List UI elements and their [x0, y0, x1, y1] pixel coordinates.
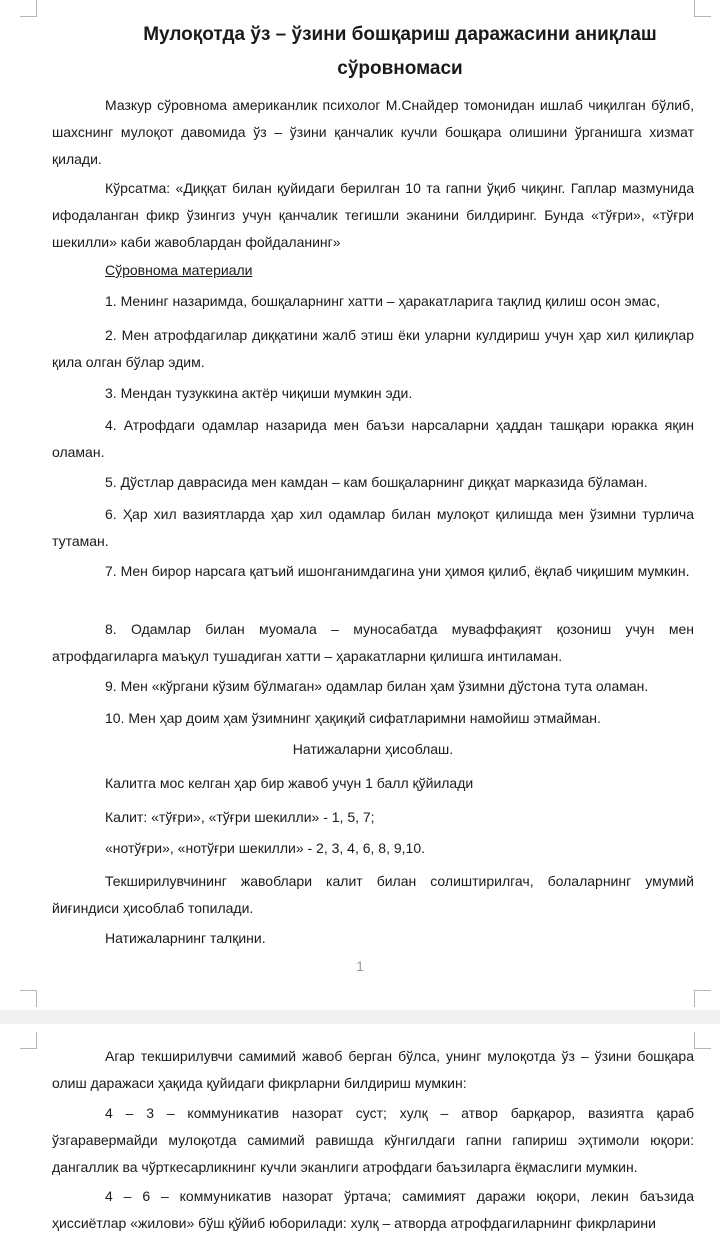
page-corner-mark [20, 0, 37, 17]
answer-key-false: «нотўғри», «нотўғри шекилли» - 2, 3, 4, 6, 8, 9,10. [105, 840, 426, 856]
questionnaire-item: 9. Мен «кўргани кўзим бўлмаган» одамлар билан ҳам ўзимни дўстона тута оламан. [105, 678, 649, 694]
page-separator [0, 1010, 720, 1024]
scoring-rule: Калитга мос келган ҳар бир жавоб учун 1 балл қўйилади [105, 775, 474, 791]
questionnaire-item: 3. Мендан тузуккина актёр чиқиши мумкин эди. [105, 385, 413, 401]
answer-key-true: Калит: «тўғри», «тўғри шекилли» - 1, 5, 7; [105, 809, 375, 825]
questionnaire-item: 8. Одамлар билан муомала – муносабатда муваффақият қозониш учун мен атрофдагиларга маъқул тушадиган хатти – ҳаракатларни қилишга интиламан. [52, 621, 694, 664]
page-title-line-1: Мулоқотда ўз – ўзини бошқариш даражасини аниқлаш [143, 24, 657, 45]
instruction-paragraph: Кўрсатма: «Диққат билан қуйидаги берилган 10 та гапни ўқиб чиқинг. Гаплар мазмунида ифодаланган фикр ўзингиз учун қанчалик тегишли эканини билдиринг. Бунда «тўғри», «тўғри шекилли» каби жавоблардан фойдаланинг» [52, 180, 694, 250]
questionnaire-item: 5. Дўстлар даврасида мен камдан – кам бошқаларнинг диққат марказида бўламан. [105, 474, 648, 490]
interpretation-paragraph: Агар текширилувчи самимий жавоб берган бўлса, унинг мулоқотда ўз – ўзини бошқара олиш даражаси ҳақида қуйидаги фикрларни билдириш мумкин: [52, 1048, 694, 1091]
comparison-paragraph: Текширилувчининг жавоблари калит билан солиштирилгач, болаларнинг умумий йиғиндиси ҳисоблаб топилади. [52, 873, 694, 916]
page-corner-mark [694, 990, 711, 1007]
page-corner-mark [20, 1032, 37, 1049]
interpretation-paragraph: 4 – 6 – коммуникатив назорат ўртача; самимият даражи юқори, лекин баъзида ҳиссиётлар «жилови» бўш қўйиб юборилади: хулқ – атворда атрофдагиларнинг фикрларини [52, 1188, 694, 1231]
page-corner-mark [694, 1032, 711, 1049]
materials-heading: Сўровнома материали [105, 262, 253, 278]
questionnaire-item: 10. Мен ҳар доим ҳам ўзимнинг ҳақиқий сифатларимни намойиш этмайман. [105, 710, 601, 726]
page-title-line-2: сўровномаси [337, 58, 463, 79]
interpretation-heading: Натижаларнинг талқини. [105, 930, 266, 946]
questionnaire-item: 6. Ҳар хил вазиятларда ҳар хил одамлар билан мулоқот қилишда мен ўзимни турлича тутаман. [52, 506, 694, 549]
questionnaire-item: 1. Менинг назаримда, бошқаларнинг хатти – ҳаракатларига тақлид қилиш осон эмас, [105, 293, 660, 309]
questionnaire-item: 7. Мен бирор нарсага қатъий ишонганимдагина уни ҳимоя қилиб, ёқлаб чиқишим мумкин. [105, 563, 690, 579]
results-heading: Натижаларни ҳисоблаш. [292, 741, 454, 757]
interpretation-paragraph: 4 – 3 – коммуникатив назорат суст; хулқ – атвор барқарор, вазиятга қараб ўзгаравермайди мулоқотда самимий равишда кўнгилдаги гапни гапириш эҳтимоли юқори: дангаллик ва чўрткесарликнинг кучли эканлиги атрофдаги баъзиларга ёқмаслиги мумкин. [52, 1105, 694, 1175]
page-corner-mark [694, 0, 711, 17]
page-corner-mark [20, 990, 37, 1007]
questionnaire-item: 4. Атрофдаги одамлар назарида мен баъзи нарсаларни ҳаддан ташқари юракка яқин оламан. [52, 417, 694, 460]
document-page-2 [0, 1024, 720, 1239]
questionnaire-item: 2. Мен атрофдагилар диққатини жалб этиш ёки уларни кулдириш учун ҳар хил қилиқлар қила олган бўлар эдим. [52, 327, 694, 370]
intro-paragraph: Мазкур сўровнома американлик психолог М.Снайдер томонидан ишлаб чиқилган бўлиб, шахснинг мулоқот давомида ўз – ўзини қанчалик кучли бошқара олишини ўрганишга хизмат қилади. [52, 97, 694, 167]
page-number: 1 [356, 958, 364, 974]
